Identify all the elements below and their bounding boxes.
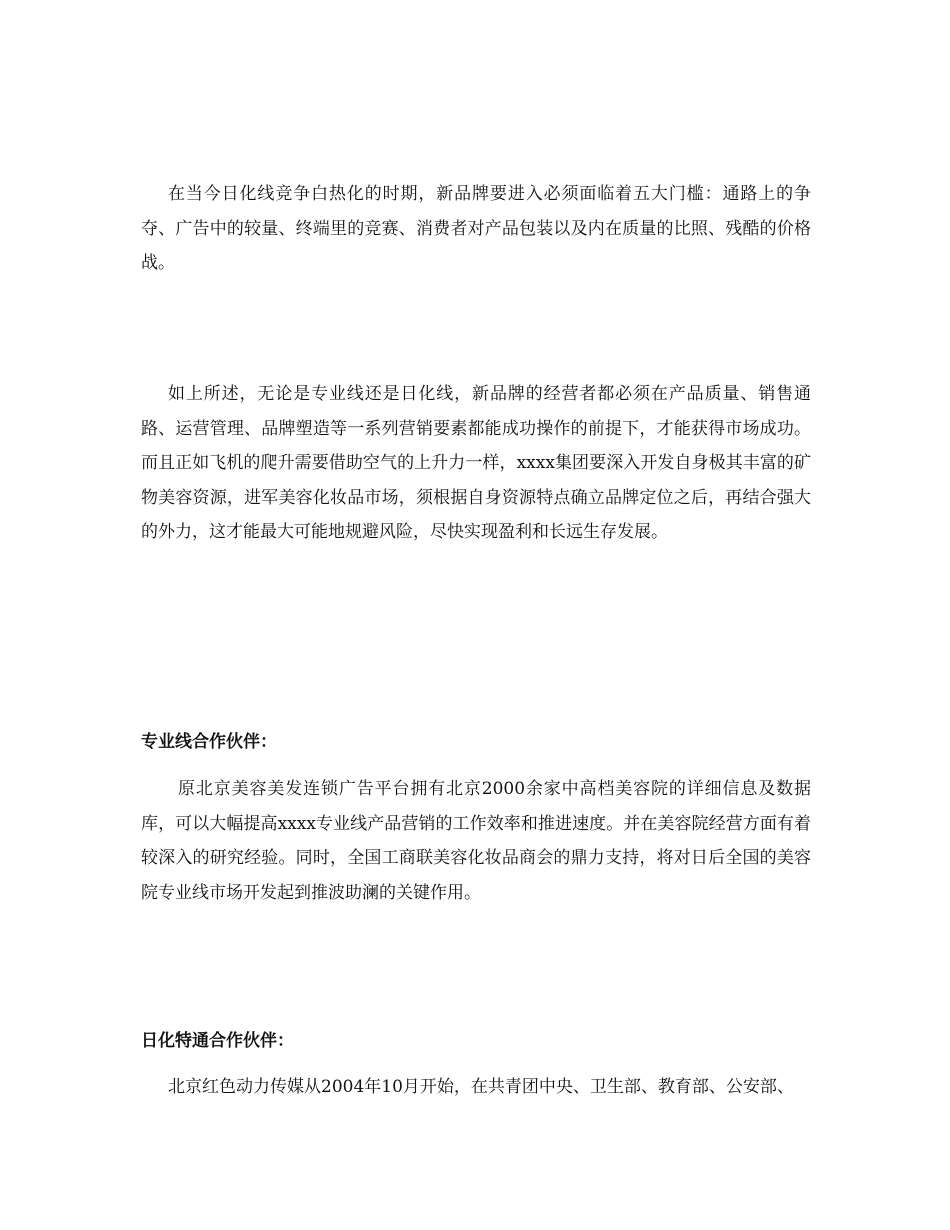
professional-partner-heading: 专业线合作伙伴： (141, 732, 277, 752)
summary-paragraph: 如上所述，无论是专业线还是日化线，新品牌的经营者都必须在产品质量、销售通路、运营管理、品牌塑造等一系列营销要素都能成功操作的前提下，才能获得市场成功。而且正如飞机的爬升需要借助空气的上升力一样，xxxx集团要深入开发自身极其丰富的矿物美容资源，进军美容化妆品市场，须根据自身资源特点确立品牌定位之后，再结合强大的外力，这才能最大可能地规避风险，尽快实现盈利和长远生存发展。 (141, 384, 811, 542)
daily-partner-paragraph: 北京红色动力传媒从2004年10月开始，在共青团中央、卫生部、教育部、公安部、 (168, 1077, 794, 1097)
professional-partner-paragraph: 原北京美容美发连锁广告平台拥有北京2000余家中高档美容院的详细信息及数据库，可以大幅提高xxxx专业线产品营销的工作效率和推进速度。并在美容院经营方面有着较深入的研究经验。同时，全国工商联美容化妆品商会的鼎力支持，将对日后全国的美容院专业线市场开发起到推波助澜的关键作用。 (141, 779, 811, 903)
intro-paragraph: 在当今日化线竞争白热化的时期，新品牌要进入必须面临着五大门槛：通路上的争夺、广告中的较量、终端里的竞赛、消费者对产品包装以及内在质量的比照、残酷的价格战。 (141, 184, 811, 273)
daily-partner-heading: 日化特通合作伙伴： (141, 1031, 294, 1051)
